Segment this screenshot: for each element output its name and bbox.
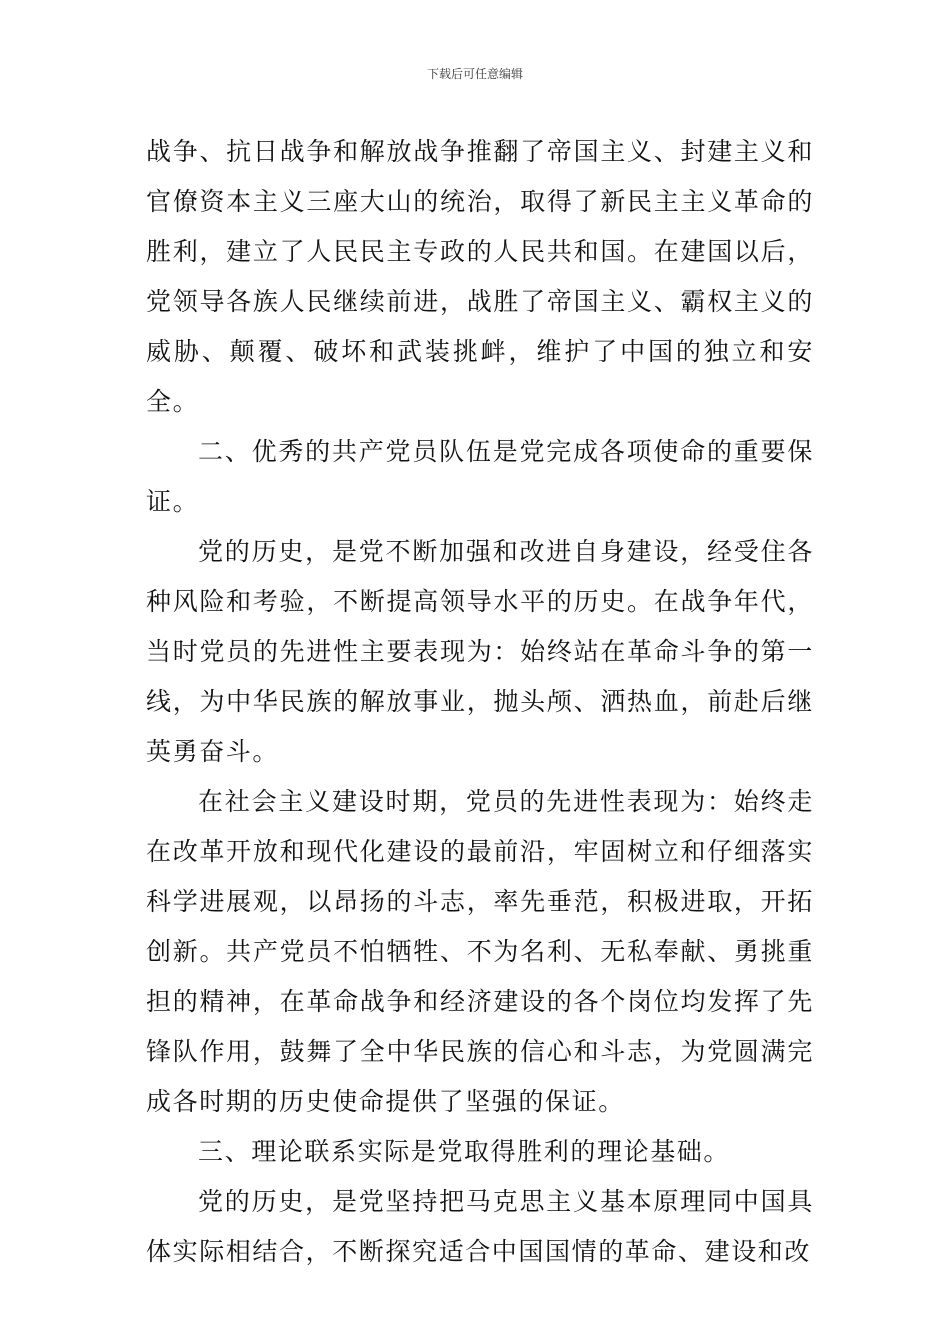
document-body	[146, 127, 814, 1277]
section-heading-three: 三、理论联系实际是党取得胜利的理论基础。	[198, 1137, 731, 1166]
section-heading-two: 二、优秀的共产党员队伍是党完成各项使命的重要保证。	[146, 437, 814, 516]
paragraph-theory-practice: 党的历史，是党坚持把马克思主义基本原理同中国具体实际相结合，不断探究适合中国国情的革命、建设和改	[146, 1187, 814, 1266]
paragraph-party-history-wartime: 党的历史，是党不断加强和改进自身建设，经受住各种风险和考验，不断提高领导水平的历史。在战争年代，当时党员的先进性主要表现为：始终站在革命斗争的第一线，为中华民族的解放事业，抛头颅、洒热血，前赴后继英勇奋斗。	[146, 537, 814, 766]
paragraph-socialist-construction: 在社会主义建设时期，党员的先进性表现为：始终走在改革开放和现代化建设的最前沿，牢固树立和仔细落实科学进展观，以昂扬的斗志，率先垂范，积极进取，开拓创新。共产党员不怕牺牲、不为名利、无私奉献、勇挑重担的精神，在革命战争和经济建设的各个岗位均发挥了先锋队作用，鼓舞了全中华民族的信心和斗志，为党圆满完成各时期的历史使命提供了坚强的保证。	[146, 787, 814, 1116]
page-header-note: 下载后可任意编辑	[426, 67, 523, 81]
paragraph-continuation-history: 战争、抗日战争和解放战争推翻了帝国主义、封建主义和官僚资本主义三座大山的统治，取得了新民主主义革命的胜利，建立了人民民主专政的人民共和国。在建国以后，党领导各族人民继续前进，战胜了帝国主义、霸权主义的威胁、颠覆、破坏和武装挑衅，维护了中国的独立和安全。	[146, 137, 814, 416]
